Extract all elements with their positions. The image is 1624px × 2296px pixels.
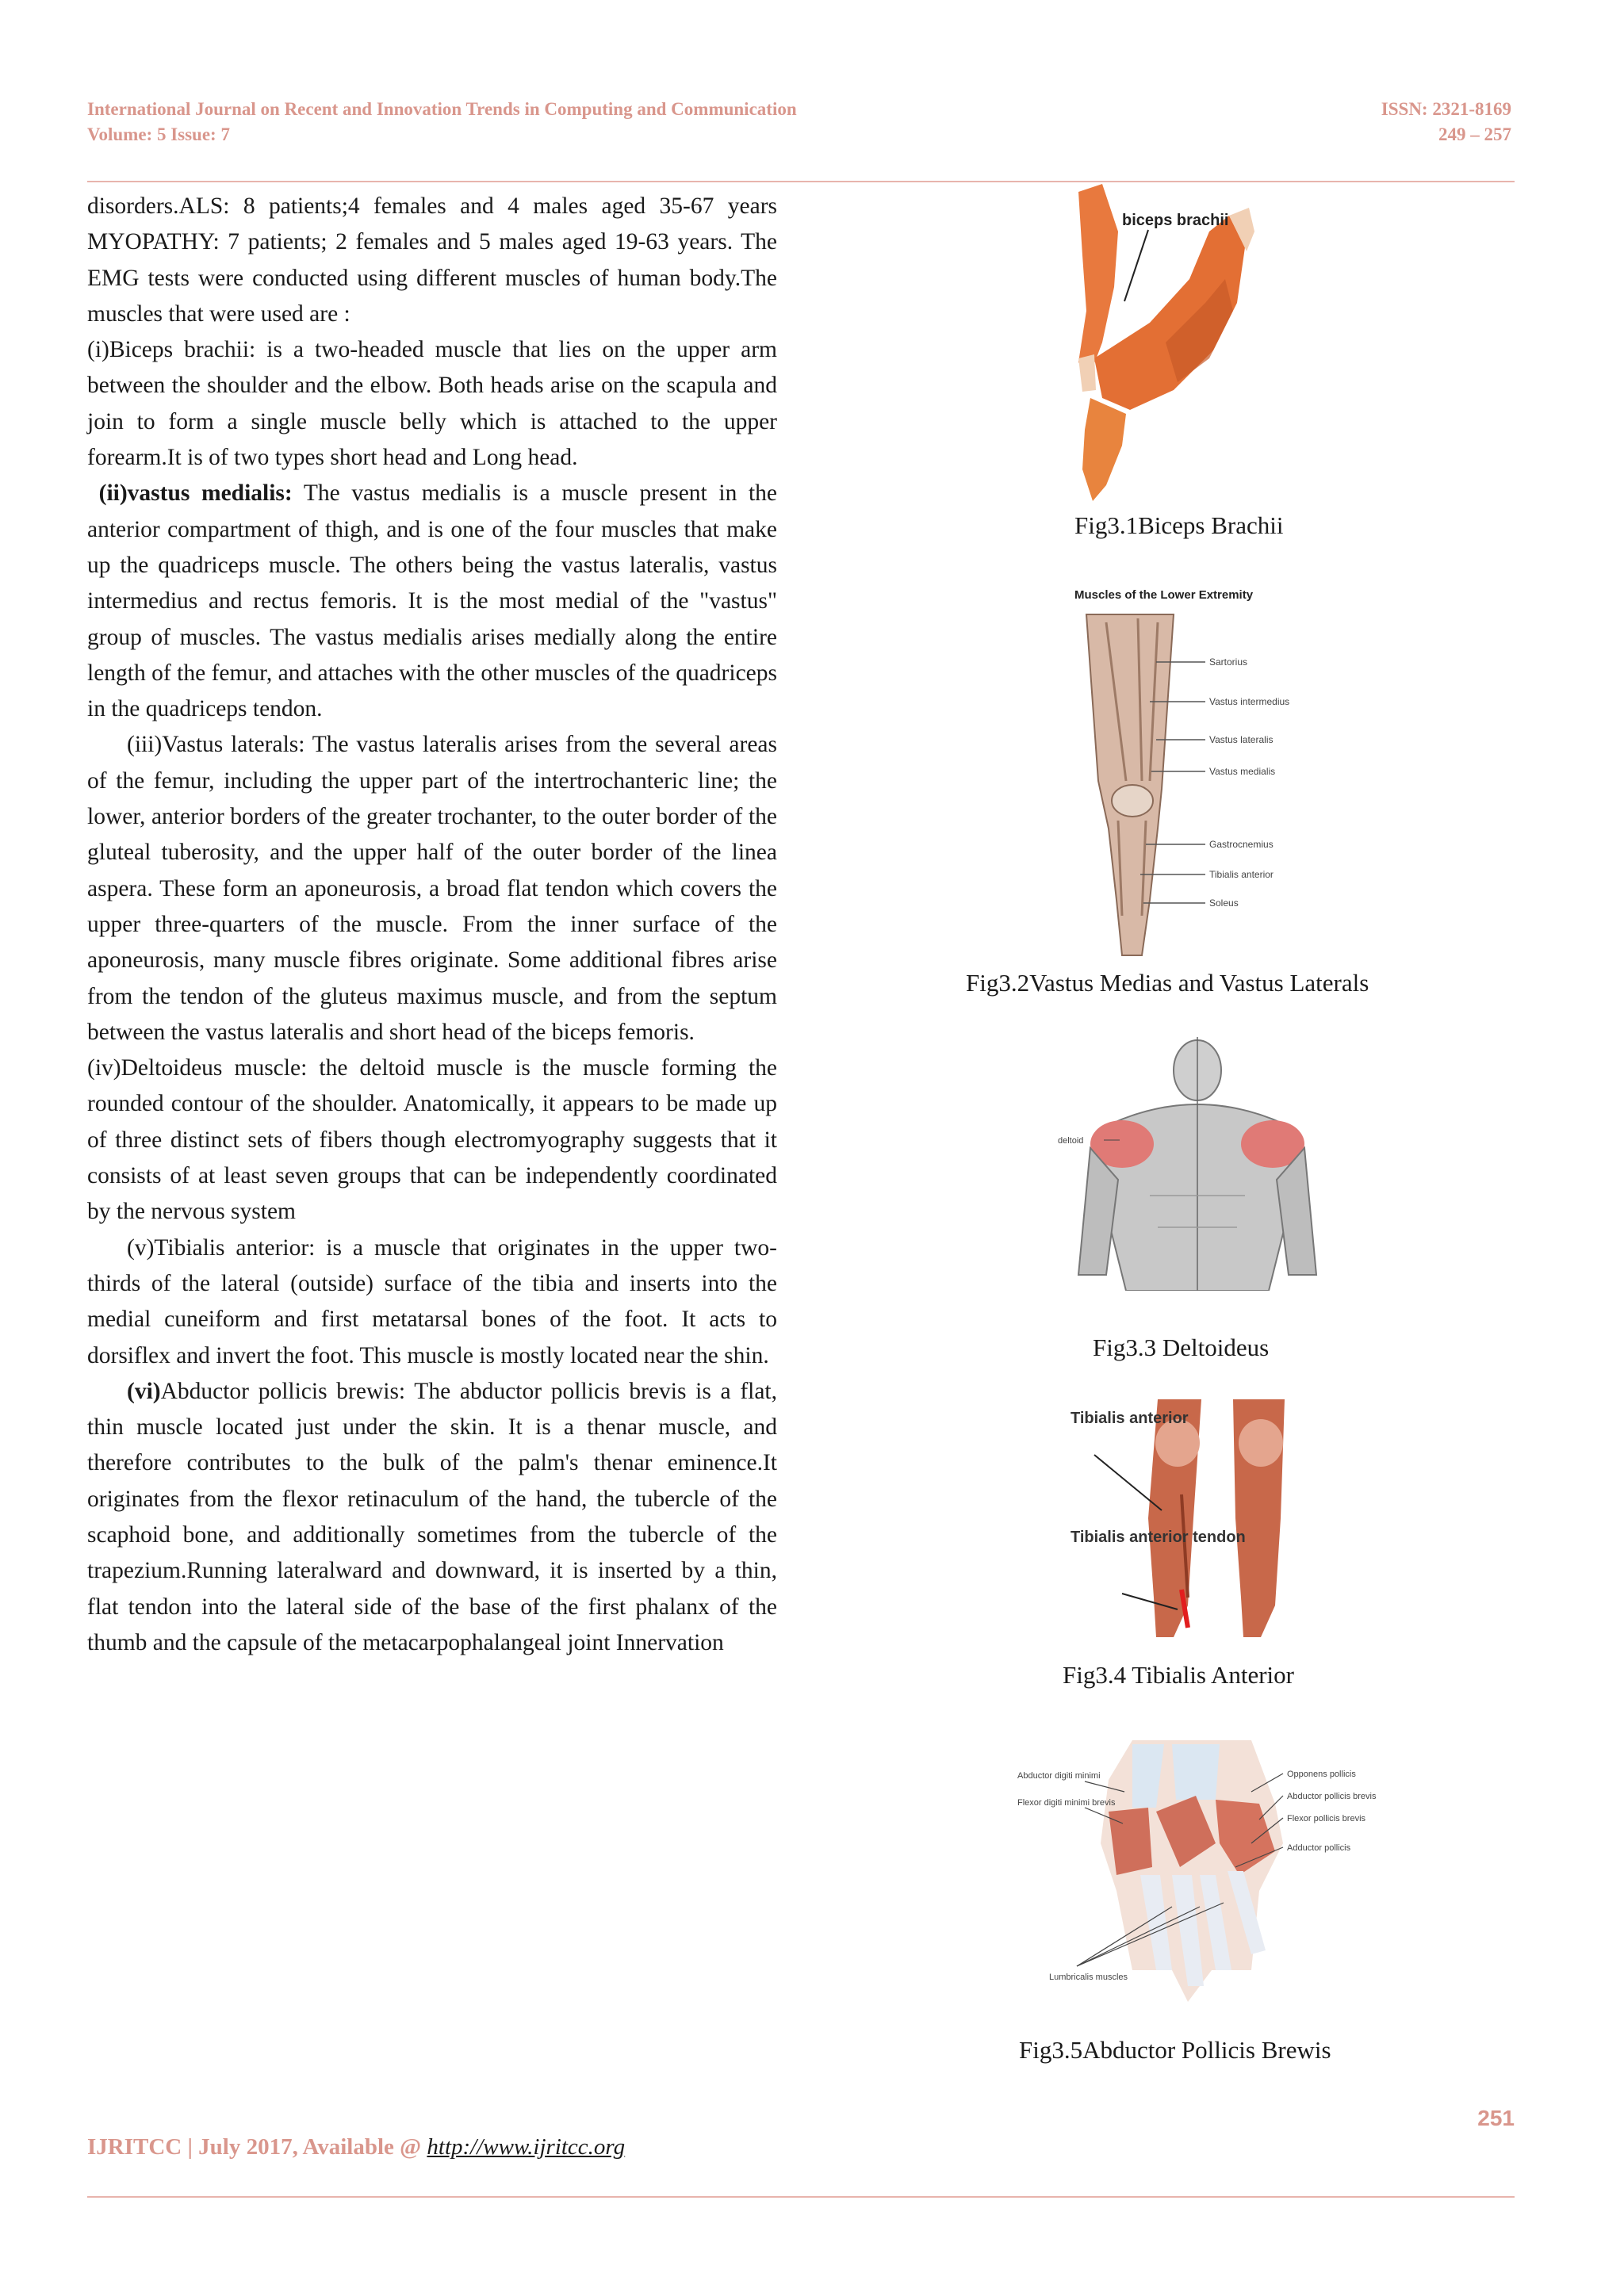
abductor-text: Abductor pollicis brewis: The abductor pollicis brevis is a flat, thin muscle located just under the skin. It is a thenar muscle, and therefore contributes to the bulk of the palm's thenar eminence.It originates from the flexor retinaculum of the hand, the tubercle of the scaphoid bone, and additionally sometimes from the tubercle of the trapezium.Running lateralward and downward, it is inserted by a thin, flat tendon into the lateral side of the base of the first phalanx of the thumb and the capsule of the metacarpophalangeal joint Innervation <box>87 1378 777 1655</box>
lower-extremity-illustration <box>1063 583 1316 963</box>
label-abductor-digiti-minimi: Abductor digiti minimi <box>1017 1771 1101 1781</box>
label-sartorius: Sartorius <box>1209 656 1248 668</box>
paragraph-biceps: (i)Biceps brachii: is a two-headed muscle that lies on the upper arm between the shoulder and the elbow. Both heads arise on the scapula and join to form a single muscle belly which is attached to the upper forearm.It is of two types short head and Long head. <box>87 337 777 471</box>
deltoideus-illustration <box>1055 1037 1340 1291</box>
label-vastus-intermedius: Vastus intermedius <box>1209 696 1290 707</box>
biceps-brachii-illustration <box>1047 184 1277 505</box>
label-abductor-pollicis-brevis: Abductor pollicis brevis <box>1287 1792 1377 1801</box>
header-rule <box>87 181 1515 182</box>
page-range: 249 – 257 <box>1438 124 1511 144</box>
vastus-medialis-heading: (ii)vastus medialis: <box>98 480 293 507</box>
lower-extremity-title: Muscles of the Lower Extremity <box>1074 588 1254 602</box>
label-flexor-digiti-minimi-brevis: Flexor digiti minimi brevis <box>1017 1798 1116 1808</box>
paragraph-tibialis: (v)Tibialis anterior: is a muscle that originates in the upper two-thirds of the lateral (outside) surface of the tibia and inserts into the medial cuneiform and first metatarsal bones of the foot. It acts to dorsiflex and invert the foot. This muscle is mostly located near the shin. <box>87 1234 777 1368</box>
figure-3-1-caption: Fig3.1Biceps Brachii <box>1074 511 1284 539</box>
deltoid-label: deltoid <box>1058 1136 1084 1146</box>
issn: ISSN: 2321-8169 <box>1381 99 1511 119</box>
label-flexor-pollicis-brevis: Flexor pollicis brevis <box>1287 1814 1366 1823</box>
figure-3-5-caption: Fig3.5Abductor Pollicis Brewis <box>1019 2036 1331 2064</box>
vastus-medialis-text: The vastus medialis is a muscle present in the anterior compartment of thigh, and is one of the four muscles that make up the quadriceps muscle. The others being the vastus lateralis, vastus intermedius and rectus femoris. It is the most medial of the "vastus" group of muscles. The vastus medialis arises medially along the entire length of the femur, and attaches with the other muscles of the quadriceps in the quadriceps tendon. <box>87 480 777 722</box>
paragraph-vastus-medialis <box>87 476 777 727</box>
biceps-brachii-label: biceps brachii <box>1122 212 1229 229</box>
tibialis-anterior-illustration <box>1063 1399 1300 1645</box>
paragraph-deltoideus: (iv)Deltoideus muscle: the deltoid muscle is the muscle forming the rounded contour of the shoulder. Anatomically, it appears to be made up of three distinct sets of fibers though electromyography suggests that it consists of at least seven groups that can be independently coordinated by the nervous system <box>87 1055 777 1225</box>
label-vastus-lateralis: Vastus lateralis <box>1209 734 1274 745</box>
footer-label: IJRITCC | July 2017, Available @ <box>87 2134 427 2160</box>
volume-issue: Volume: 5 Issue: 7 <box>87 124 230 144</box>
paragraph-vastus-lateralis: (iii)Vastus laterals: The vastus lateralis arises from the several areas of the femur, including the upper part of the intertrochanteric line; the lower, anterior borders of the greater trochanter, to the outer border of the gluteal tuberosity, and the upper half of the outer border of the linea aspera. These form an aponeurosis, a broad flat tendon which covers the upper three-quarters of the muscle. From the inner surface of the aponeurosis, many muscle fibres originate. Some additional fibres arise from the tendon of the gluteus maximus muscle, and from the septum between the vastus lateralis and short head of the biceps femoris. <box>87 732 777 1045</box>
journal-website-link[interactable]: http://www.ijritcc.org <box>427 2134 626 2160</box>
label-vastus-medialis: Vastus medialis <box>1209 766 1276 777</box>
paragraph-abductor <box>87 1374 777 1661</box>
footer-rule <box>87 2196 1515 2198</box>
page-number: 251 <box>1477 2106 1515 2130</box>
body-text-column <box>87 189 777 1661</box>
label-gastrocnemius: Gastrocnemius <box>1209 839 1274 850</box>
tibialis-anterior-tendon-label: Tibialis anterior tendon <box>1071 1529 1246 1546</box>
abductor-heading: (vi) <box>127 1378 161 1404</box>
label-adductor-pollicis: Adductor pollicis <box>1287 1843 1351 1853</box>
journal-title: International Journal on Recent and Innovation Trends in Computing and Communication <box>87 99 797 119</box>
abductor-pollicis-brevis-illustration <box>1013 1732 1394 2026</box>
figure-3-2-caption: Fig3.2Vastus Medias and Vastus Laterals <box>966 969 1369 997</box>
footer-text <box>87 2134 625 2160</box>
figure-3-4-caption: Fig3.4 Tibialis Anterior <box>1063 1661 1294 1689</box>
label-tibialis-anterior: Tibialis anterior <box>1209 869 1274 880</box>
label-lumbricalis-muscles: Lumbricalis muscles <box>1049 1973 1128 1982</box>
figure-3-3-caption: Fig3.3 Deltoideus <box>1093 1334 1270 1361</box>
running-header <box>87 97 1511 149</box>
label-opponens-pollicis: Opponens pollicis <box>1287 1770 1356 1779</box>
label-soleus: Soleus <box>1209 897 1239 909</box>
paragraph-patients: disorders.ALS: 8 patients;4 females and 4 males aged 35-67 years MYOPATHY: 7 patients; 2 females and 5 males aged 19-63 years. The EMG tests were conducted using different muscles of human body.The muscles that were used are : <box>87 193 777 327</box>
tibialis-anterior-label: Tibialis anterior <box>1071 1410 1189 1427</box>
